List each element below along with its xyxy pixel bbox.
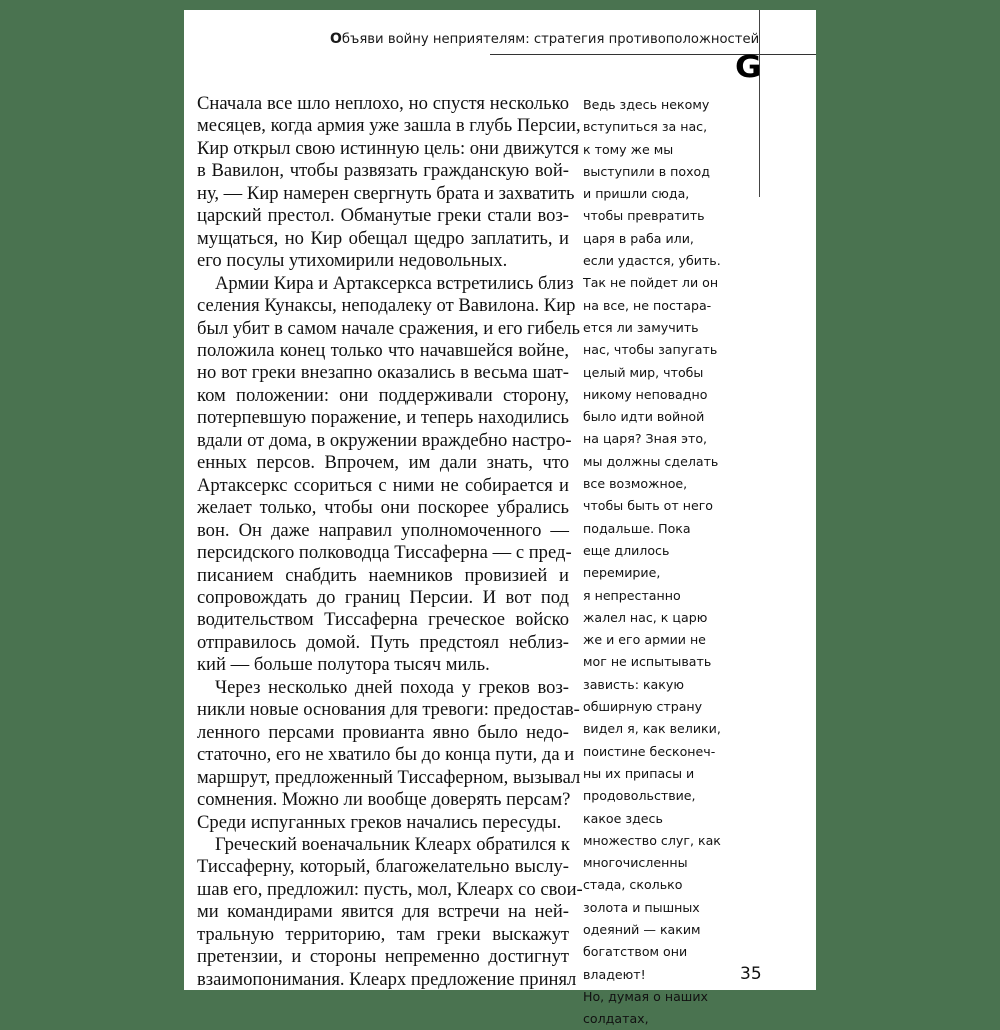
book-page	[184, 10, 816, 1027]
sidebar-text-line: чтобы превратить	[583, 208, 705, 224]
sidebar-text-line: никому неповадно	[583, 386, 708, 402]
body-text-line: персидского полководца Тиссаферна — с пред-	[197, 542, 572, 564]
body-text-line: шав его, предложил: пусть, мол, Клеарх со свои-	[197, 878, 583, 900]
running-head-text: бъяви войну неприятелям: стратегия противоположностей	[341, 32, 760, 47]
body-text-line: сомнения. Можно ли вообще доверять персам?	[197, 789, 571, 811]
body-text-line: отправилось домой. Путь предстоял неблиз-	[197, 631, 569, 653]
body-text-line: мущаться, но Кир обещал щедро заплатить, и	[197, 227, 569, 249]
body-text-line: статочно, его не хватило бы до конца пути, да и	[197, 744, 575, 766]
body-text-line: претензии, и стороны непременно достигнут	[197, 946, 569, 968]
sidebar-text-line: если удастся, убить.	[583, 253, 721, 269]
sidebar-text-line: ется ли замучить	[583, 319, 699, 335]
sidebar-text-line: Так не пойдет ли он	[583, 275, 719, 291]
sidebar-text-line: целый мир, чтобы	[583, 364, 704, 380]
body-text-line: кий — больше полутора тысяч миль.	[197, 654, 490, 676]
sidebar-text-line: все возможное,	[583, 476, 688, 492]
sidebar-text-line: владеют!	[583, 966, 646, 982]
sidebar-text-line: Ведь здесь некому	[583, 97, 710, 112]
body-text-line: Сначала все шло неплохо, но спустя несколько	[197, 93, 569, 114]
body-text-line: потерпевшую поражение, и теперь находились	[197, 407, 569, 429]
sidebar-text-line: продовольствие,	[583, 788, 696, 804]
body-text-line: Кир открыл свою истинную цель: они движутся	[197, 137, 580, 159]
sidebar-text-line: Но, думая о наших	[583, 988, 708, 1004]
sidebar-text-line: чтобы быть от него	[583, 498, 714, 514]
sidebar-text-line: какое здесь	[583, 810, 663, 826]
sidebar-text-line: многочисленны	[583, 855, 688, 871]
body-text-line: Тиссаферну, который, благожелательно выслу-	[197, 856, 569, 878]
body-text-line: Через несколько дней похода у греков воз-	[215, 676, 569, 698]
body-text-line: никли новые основания для тревоги: предостав-	[197, 699, 580, 721]
sidebar-text-line: было идти войной	[583, 409, 705, 425]
header-vertical-rule	[759, 10, 760, 197]
sidebar-text-line: одеяний — каким	[583, 921, 701, 937]
body-text-line: Артаксеркс ссориться с ними не собирается и	[197, 474, 569, 496]
sidebar-text-line: золота и пышных	[583, 899, 700, 915]
body-text-line: Армии Кира и Артаксеркса встретились близ	[215, 272, 574, 294]
sidebar-text-line: жалел нас, к царю	[583, 609, 708, 625]
body-text-line: месяцев, когда армия уже зашла в глубь Персии,	[197, 115, 581, 137]
body-text-line: Среди испуганных греков начались пересуды.	[197, 811, 562, 833]
sidebar-text-line: еще длилось	[583, 542, 670, 558]
sidebar-text-line: на царя? Зная это,	[583, 431, 708, 447]
sidebar-text-line: на все, не постара-	[583, 297, 712, 313]
sidebar-text-line: видел я, как велики,	[583, 721, 721, 737]
header-horizontal-rule	[490, 54, 816, 55]
body-text-line: но вот греки внезапно оказались в весьма шат-	[197, 362, 569, 384]
body-text-line: был убит в самом начале сражения, и его гибель	[197, 317, 580, 339]
body-text-line: в Вавилон, чтобы развязать гражданскую вой-	[197, 160, 569, 182]
sidebar-text-line: вступиться за нас,	[583, 119, 708, 135]
sidebar-text-line: множество слуг, как	[583, 832, 721, 848]
page-number: 35	[740, 964, 762, 984]
body-text-line: тральную территорию, там греки выскажут	[197, 923, 569, 945]
body-text-line: желает только, чтобы они поскорее убрались	[197, 497, 569, 519]
body-text-line: царский престол. Обманутые греки стали воз-	[197, 205, 569, 227]
body-text-line: писанием снабдить наемников провизией и	[197, 564, 569, 586]
body-text-line: енных персов. Впрочем, им дали знать, что	[197, 452, 569, 474]
body-text-line: ленного персами провианта явно было недо-	[197, 721, 569, 743]
sidebar-text-line: богатством они	[583, 944, 688, 960]
body-text-line: селения Кунаксы, неподалеку от Вавилона. Кир	[197, 295, 576, 317]
body-text-line: маршрут, предложенный Тиссаферном, вызывал	[197, 766, 581, 788]
body-text-line: вон. Он даже направил уполномоченного —	[197, 519, 569, 541]
body-text-line: сопровождать до границ Персии. И вот под	[197, 586, 569, 608]
sidebar-text-line: к тому же мы	[583, 141, 674, 157]
sidebar-text-line: и пришли сюда,	[583, 186, 690, 202]
sidebar-text-line: нас, чтобы запугать	[583, 342, 718, 358]
sidebar-text-line: перемирие,	[583, 565, 661, 581]
body-text-line: его посулы утихомирили недовольных.	[197, 250, 508, 272]
sidebar-text-line: выступили в поход	[583, 163, 710, 179]
body-text-line: ком положении: они поддерживали сторону,	[197, 384, 569, 406]
sidebar-text-line: поистине бесконеч-	[583, 743, 716, 759]
body-text-line: положила конец только что начавшейся войне,	[197, 339, 569, 361]
running-head-drop-letter: О	[330, 31, 342, 47]
body-text-line: Греческий военачальник Клеарх обратился к	[215, 833, 570, 855]
body-text-line: ну, — Кир намерен свергнуть брата и захватить	[197, 182, 575, 204]
sidebar-text-line: солдатах,	[583, 1011, 649, 1027]
body-text-line: ми командирами явится для встречи на ней-	[197, 901, 569, 923]
sidebar-text-line: обширную страну	[583, 699, 703, 715]
running-head	[330, 31, 759, 47]
sidebar-quote	[583, 94, 753, 1030]
body-text-line: вдали от дома, в окружении враждебно настро-	[197, 429, 572, 451]
main-body-text	[197, 93, 583, 991]
sidebar-text-line: я непрестанно	[583, 587, 681, 603]
sidebar-text-line: ны их припасы и	[583, 765, 695, 781]
body-text-line: водительством Тиссаферна греческое войско	[197, 609, 569, 631]
sidebar-text-line: подальше. Пока	[583, 520, 691, 536]
chapter-letter-mark: G	[735, 50, 762, 85]
sidebar-text-line: мы должны сделать	[583, 453, 719, 469]
sidebar-text-line: царя в раба или,	[583, 230, 694, 246]
sidebar-text-line: зависть: какую	[583, 676, 684, 692]
body-text-line: взаимопонимания. Клеарх предложение принял	[197, 968, 577, 990]
sidebar-text-line: же и его армии не	[583, 632, 706, 648]
sidebar-text-line: мог не испытывать	[583, 654, 712, 670]
sidebar-text-line: стада, сколько	[583, 877, 683, 893]
